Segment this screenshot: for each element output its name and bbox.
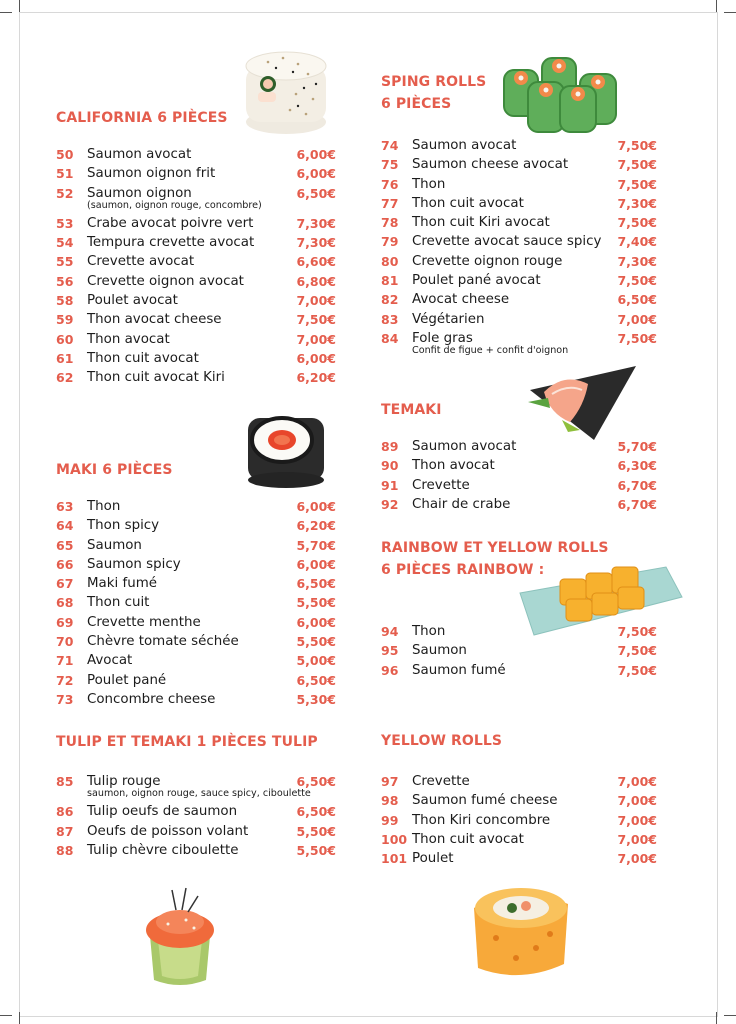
yellow-rolls-section: [381, 730, 657, 868]
item-name: Tulip chèvre ciboulette: [87, 842, 239, 858]
section-subtitle: 6 PIÈCES: [381, 96, 452, 112]
item-price: 6,30€: [617, 458, 657, 474]
item-price: 6,70€: [617, 496, 657, 512]
item-number: 83: [381, 311, 399, 327]
item-number: 96: [381, 662, 399, 678]
menu-item: [56, 822, 336, 841]
maki-section: [56, 459, 336, 709]
menu-item: [56, 516, 336, 535]
menu-item: [381, 791, 657, 810]
spring-roll-image: [498, 48, 622, 136]
california-roll-image: [238, 44, 334, 140]
item-name: Crevette avocat: [87, 254, 195, 270]
item-name: Concombre cheese: [87, 691, 216, 707]
item-price: 6,50€: [296, 185, 336, 201]
menu-item: [56, 368, 336, 387]
item-number: 87: [56, 823, 74, 839]
menu-item: [381, 175, 657, 194]
item-name: Saumon oignon: [87, 185, 192, 201]
item-note: saumon, oignon rouge, sauce spicy, ciboulette: [87, 788, 311, 800]
item-number: 65: [56, 537, 74, 553]
menu-item: [56, 593, 336, 612]
item-number: 77: [381, 195, 399, 211]
item-price: 7,50€: [617, 138, 657, 153]
menu-item: [56, 671, 336, 690]
item-name: Thon avocat cheese: [87, 312, 222, 328]
tulip-image: [136, 880, 224, 992]
item-number: 66: [56, 556, 74, 572]
menu-item: [56, 651, 336, 670]
item-name: Thon avocat: [87, 331, 170, 347]
item-number: 69: [56, 614, 74, 630]
item-price: 5,50€: [296, 595, 336, 611]
menu-item: [56, 145, 336, 164]
item-price: 7,00€: [617, 793, 657, 809]
item-number: 78: [381, 215, 399, 231]
item-price: 6,00€: [296, 147, 336, 162]
item-name: Végétarien: [412, 311, 485, 327]
item-name: Maki fumé: [87, 576, 157, 592]
item-number: 53: [56, 215, 74, 231]
item-number: 84: [381, 330, 399, 346]
item-number: 61: [56, 350, 74, 366]
item-name: Tulip rouge: [87, 774, 161, 789]
menu-item: [381, 641, 657, 660]
menu-item: [56, 536, 336, 555]
item-name: Tulip oeufs de saumon: [87, 804, 238, 820]
menu-item: [56, 632, 336, 651]
item-price: 7,00€: [296, 331, 336, 347]
item-note: Confit de figue + confit d'oignon: [412, 345, 569, 357]
item-number: 58: [56, 293, 74, 309]
menu-item: [56, 291, 336, 310]
menu-item: [381, 155, 657, 174]
item-price: 6,50€: [296, 804, 336, 820]
item-price: 7,30€: [617, 195, 657, 211]
item-price: 7,30€: [296, 235, 336, 251]
item-name: Poulet: [412, 851, 454, 867]
item-number: 68: [56, 595, 74, 611]
item-price: 6,00€: [296, 350, 336, 366]
item-name: Saumon: [87, 537, 142, 553]
item-name: Avocat: [87, 653, 133, 669]
item-number: 80: [381, 253, 399, 269]
item-price: 7,00€: [617, 812, 657, 828]
item-number: 79: [381, 234, 399, 250]
item-price: 7,40€: [617, 234, 657, 250]
menu-item: [56, 841, 336, 860]
crop-mark: [19, 0, 20, 12]
item-number: 52: [56, 185, 74, 201]
section-title: RAINBOW ET YELLOW ROLLS: [381, 540, 609, 556]
item-name: Crabe avocat poivre vert: [87, 215, 254, 231]
item-name: Poulet pané avocat: [412, 273, 541, 289]
menu-item: [381, 252, 657, 271]
menu-item: [381, 495, 657, 514]
menu-item: [381, 213, 657, 232]
item-price: 5,50€: [296, 634, 336, 650]
item-name: Thon: [87, 499, 121, 514]
item-price: 6,60€: [296, 254, 336, 270]
item-price: 6,00€: [296, 166, 336, 182]
menu-item: [381, 811, 657, 830]
crop-mark: [19, 1012, 20, 1024]
item-number: 51: [56, 166, 74, 182]
menu-item: [56, 233, 336, 252]
menu-item: [381, 136, 657, 155]
maki-roll-image: [238, 400, 334, 492]
item-number: 101: [381, 851, 408, 867]
tulip-section: [56, 731, 336, 860]
item-number: 97: [381, 774, 399, 789]
item-price: 7,30€: [617, 253, 657, 269]
menu-item: [56, 690, 336, 709]
item-price: 7,50€: [617, 643, 657, 659]
menu-item: [56, 310, 336, 329]
item-number: 92: [381, 496, 399, 512]
item-price: 7,00€: [617, 831, 657, 847]
section-title: TULIP ET TEMAKI 1 PIÈCES TULIP: [56, 734, 318, 750]
item-list: [56, 497, 336, 709]
item-name: Thon cuit avocat Kiri: [87, 370, 225, 386]
menu-item: [56, 330, 336, 349]
item-name: Crevette oignon rouge: [412, 253, 563, 269]
item-price: 7,50€: [617, 662, 657, 678]
item-name: Thon cuit: [87, 595, 150, 611]
item-number: 94: [381, 624, 399, 639]
item-number: 81: [381, 273, 399, 289]
menu-item: [56, 555, 336, 574]
item-price: 5,30€: [296, 691, 336, 707]
item-price: 6,00€: [296, 614, 336, 630]
section-title: YELLOW ROLLS: [381, 733, 503, 749]
item-number: 100: [381, 831, 408, 847]
crop-mark: [0, 12, 12, 13]
item-price: 7,50€: [617, 215, 657, 231]
item-price: 7,50€: [617, 157, 657, 173]
temaki-image: [524, 362, 640, 444]
menu-item: [381, 290, 657, 309]
item-name: Fole gras: [412, 330, 473, 346]
item-name: Tempura crevette avocat: [87, 235, 255, 251]
item-name: Saumon: [412, 643, 467, 659]
item-price: 7,00€: [617, 774, 657, 789]
rainbow-roll-image: [516, 553, 684, 641]
menu-item: [56, 802, 336, 821]
item-name: Saumon fumé: [412, 662, 506, 678]
section-title: TEMAKI: [381, 402, 442, 418]
item-name: Crevette avocat sauce spicy: [412, 234, 602, 250]
section-title: CALIFORNIA 6 PIÈCES: [56, 110, 228, 126]
item-number: 55: [56, 254, 74, 270]
item-number: 72: [56, 672, 74, 688]
item-price: 6,50€: [296, 576, 336, 592]
crop-mark: [724, 12, 736, 13]
item-number: 62: [56, 370, 74, 386]
item-price: 6,20€: [296, 518, 336, 534]
item-number: 64: [56, 518, 74, 534]
item-number: 90: [381, 458, 399, 474]
menu-item: [381, 661, 657, 680]
item-number: 91: [381, 477, 399, 493]
item-price: 7,50€: [617, 176, 657, 192]
item-name: Crevette: [412, 774, 470, 789]
menu-item: [381, 456, 657, 475]
item-name: Thon cuit avocat: [412, 831, 524, 847]
item-price: 7,50€: [617, 273, 657, 289]
menu-item: [56, 252, 336, 271]
menu-item: [381, 194, 657, 213]
item-number: 99: [381, 812, 399, 828]
item-number: 59: [56, 312, 74, 328]
item-name: Thon cuit avocat: [412, 195, 524, 211]
item-price: 6,50€: [296, 672, 336, 688]
menu-item: [381, 271, 657, 290]
california-section: [56, 107, 336, 388]
item-price: 6,00€: [296, 556, 336, 572]
item-number: 54: [56, 235, 74, 251]
menu-item: [381, 849, 657, 868]
item-number: 88: [56, 842, 74, 858]
item-price: 7,50€: [617, 330, 657, 346]
item-price: 5,50€: [296, 842, 336, 858]
menu-item: [381, 232, 657, 251]
item-number: 73: [56, 691, 74, 707]
menu-item: [56, 272, 336, 291]
item-list: [381, 772, 657, 868]
item-name: Crevette: [412, 477, 470, 493]
item-list: [56, 772, 336, 860]
item-price: 7,30€: [296, 215, 336, 231]
item-number: 50: [56, 147, 74, 162]
item-number: 70: [56, 634, 74, 650]
item-number: 89: [381, 439, 399, 454]
item-number: 86: [56, 804, 74, 820]
item-price: 7,50€: [617, 624, 657, 639]
item-list: [381, 437, 657, 514]
item-price: 6,50€: [617, 292, 657, 308]
item-price: 7,50€: [296, 312, 336, 328]
item-price: 7,00€: [296, 293, 336, 309]
item-name: Saumon cheese avocat: [412, 157, 569, 173]
item-number: 85: [56, 774, 74, 789]
menu-item: [56, 164, 336, 183]
item-number: 56: [56, 273, 74, 289]
item-list: [381, 136, 657, 357]
item-number: 74: [381, 138, 399, 153]
item-name: Crevette menthe: [87, 614, 201, 630]
item-name: Chèvre tomate séchée: [87, 634, 239, 650]
item-name: Saumon avocat: [87, 147, 192, 162]
crop-mark: [716, 0, 717, 12]
item-name: Saumon avocat: [412, 138, 517, 153]
menu-item: [56, 497, 336, 516]
item-price: 6,00€: [296, 499, 336, 514]
crop-mark: [0, 1015, 12, 1016]
item-price: 6,80€: [296, 273, 336, 289]
menu-item: [56, 574, 336, 593]
menu-item: [56, 214, 336, 233]
item-number: 63: [56, 499, 74, 514]
item-name: Thon: [412, 176, 446, 192]
section-title: MAKI 6 PIÈCES: [56, 462, 173, 478]
item-price: 6,20€: [296, 370, 336, 386]
item-number: 67: [56, 576, 74, 592]
section-title: SPING ROLLS: [381, 74, 487, 90]
yellow-roll-image: [466, 878, 576, 990]
item-name: Thon cuit Kiri avocat: [412, 215, 550, 231]
menu-item: [381, 772, 657, 791]
menu-item: [56, 349, 336, 368]
item-number: 71: [56, 653, 74, 669]
item-number: 95: [381, 643, 399, 659]
item-name: Poulet avocat: [87, 293, 178, 309]
item-price: 5,50€: [296, 823, 336, 839]
menu-item: [381, 830, 657, 849]
item-price: 6,70€: [617, 477, 657, 493]
item-name: Thon spicy: [87, 518, 160, 534]
item-name: Crevette oignon avocat: [87, 273, 244, 289]
item-number: 82: [381, 292, 399, 308]
item-name: Thon: [412, 624, 446, 639]
menu-item: [381, 476, 657, 495]
item-name: Saumon fumé cheese: [412, 793, 558, 809]
section-subtitle: 6 PIÈCES RAINBOW :: [381, 562, 545, 578]
item-price: 5,70€: [617, 439, 657, 454]
item-note: (saumon, oignon rouge, concombre): [87, 199, 262, 211]
item-price: 5,00€: [296, 653, 336, 669]
item-number: 76: [381, 176, 399, 192]
item-price: 5,70€: [296, 537, 336, 553]
item-name: Chair de crabe: [412, 496, 511, 512]
crop-mark: [724, 1015, 736, 1016]
item-list: [56, 145, 336, 388]
item-price: 6,50€: [296, 774, 336, 789]
crop-mark: [716, 1012, 717, 1024]
item-number: 60: [56, 331, 74, 347]
item-name: Saumon avocat: [412, 439, 517, 454]
item-name: Saumon oignon frit: [87, 166, 216, 182]
item-name: Thon Kiri concombre: [412, 812, 551, 828]
item-price: 7,00€: [617, 311, 657, 327]
item-name: Saumon spicy: [87, 556, 181, 572]
item-name: Thon avocat: [412, 458, 495, 474]
item-name: Oeufs de poisson volant: [87, 823, 249, 839]
menu-item: [381, 310, 657, 329]
item-name: Avocat cheese: [412, 292, 510, 308]
menu-item: [56, 613, 336, 632]
item-name: Thon cuit avocat: [87, 350, 199, 366]
item-number: 98: [381, 793, 399, 809]
item-name: Poulet pané: [87, 672, 167, 688]
item-number: 75: [381, 157, 399, 173]
item-price: 7,00€: [617, 851, 657, 867]
